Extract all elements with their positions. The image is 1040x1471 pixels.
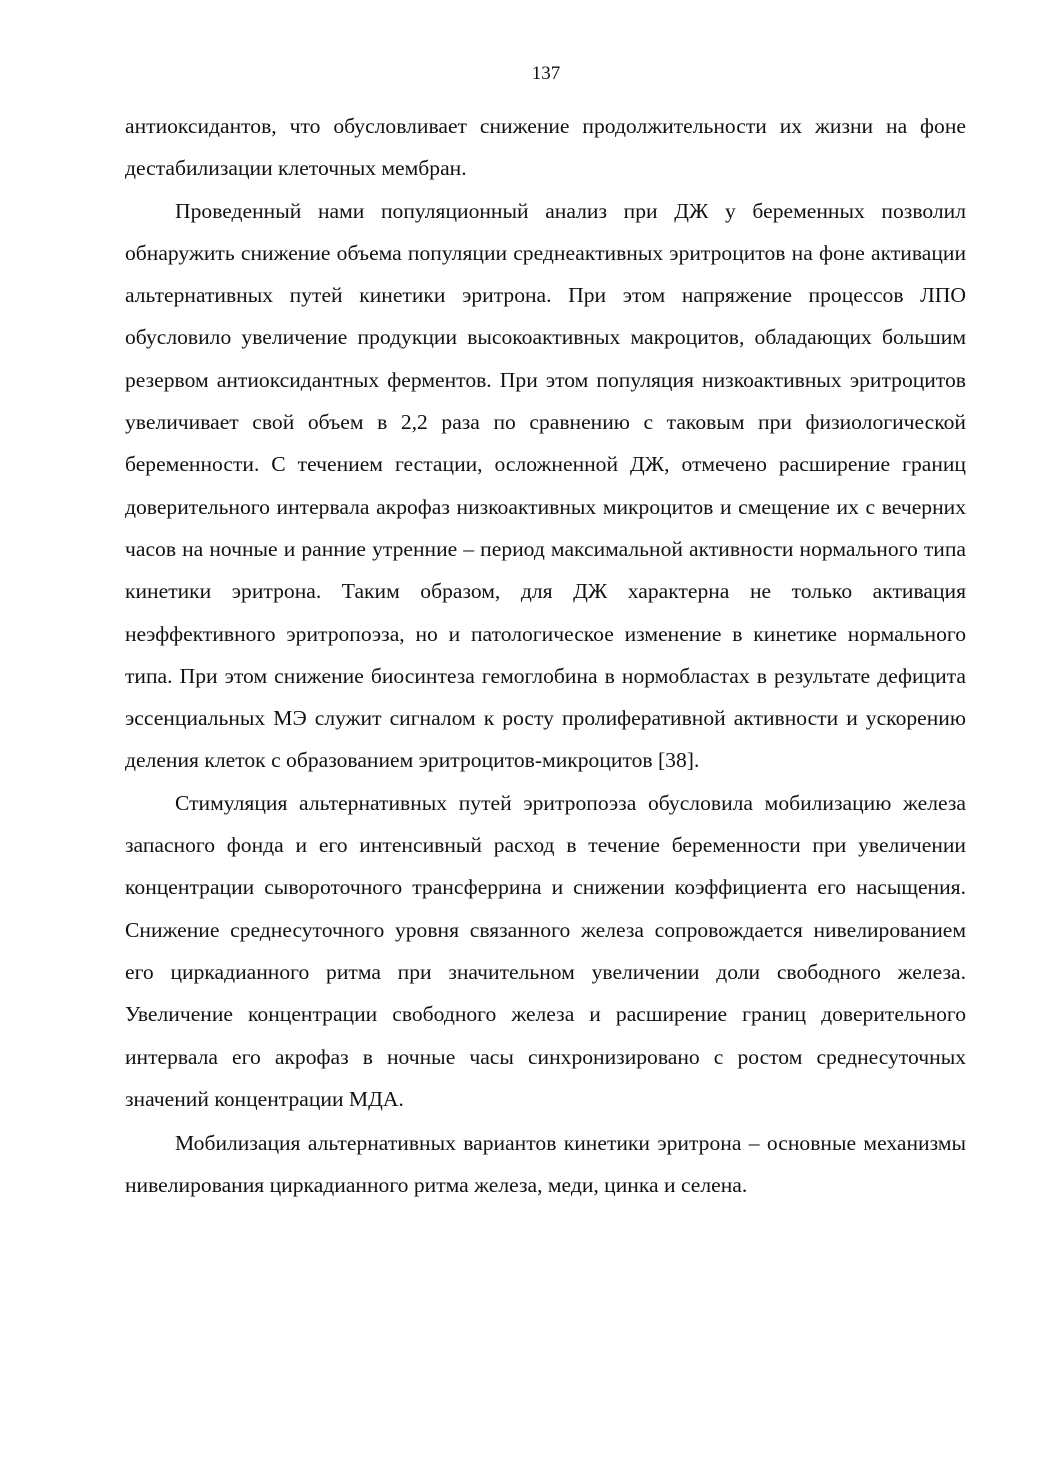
page-number: 137 xyxy=(531,63,561,84)
body-text xyxy=(125,105,966,1207)
paragraph: Проведенный нами популяционный анализ при ДЖ у беременных позволил обнаружить снижение объема популяции среднеактивных эритроцитов на фоне активации альтернативных путей кинетики эритрона. При этом напряжение процессов ЛПО обусловило увеличение продукции высокоактивных макроцитов, обладающих большим резервом антиоксидантных ферментов. При этом популяция низкоактивных эритроцитов увеличивает свой объем в 2,2 раза по сравнению с таковым при физиологической беременности. С течением гестации, осложненной ДЖ, отмечено расширение границ доверительного интервала акрофаз низкоактивных микроцитов и смещение их с вечерних часов на ночные и ранние утренние – период максимальной активности нормального типа кинетики эритрона. Таким образом, для ДЖ характерна не только активация неэффективного эритропоэза, но и патологическое изменение в кинетике нормального типа. При этом снижение биосинтеза гемоглобина в нормобластах в результате дефицита эссенциальных МЭ служит сигналом к росту пролиферативной активности и ускорению деления клеток с образованием эритроцитов-микроцитов [38]. xyxy=(125,198,966,773)
paragraph: антиоксидантов, что обусловливает снижение продолжительности их жизни на фоне дестабилизации клеточных мембран. xyxy=(125,114,966,181)
paragraph: Мобилизация альтернативных вариантов кинетики эритрона – основные механизмы нивелирования циркадианного ритма железа, меди, цинка и селена. xyxy=(125,1131,966,1198)
paragraph: Стимуляция альтернативных путей эритропоэза обусловила мобилизацию железа запасного фонда и его интенсивный расход в течение беременности при увеличении концентрации сывороточного трансферрина и снижении коэффициента его насыщения. Снижение среднесуточного уровня связанного железа сопровождается нивелированием его циркадианного ритма при значительном увеличении доли свободного железа. Увеличение концентрации свободного железа и расширение границ доверительного интервала его акрофаз в ночные часы синхронизировано с ростом среднесуточных значений концентрации МДА. xyxy=(125,790,966,1111)
